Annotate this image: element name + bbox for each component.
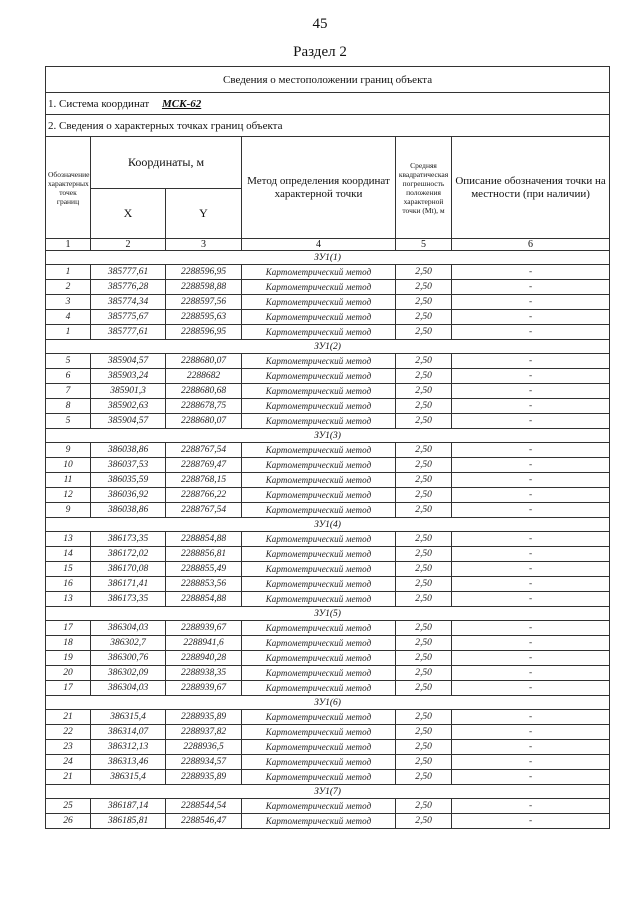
header-coordinates: Координаты, м [91,137,242,189]
description: - [452,740,610,755]
point-number: 6 [46,369,91,384]
accuracy: 2,50 [396,369,452,384]
section-name: ЗУ1(5) [46,607,610,621]
header-x: X [91,189,166,239]
method: Картометрический метод [242,577,396,592]
index-cell: 6 [452,239,610,251]
method: Картометрический метод [242,592,396,607]
coord-y: 2288678,75 [166,399,242,414]
description: - [452,443,610,458]
page-number: 45 [312,16,328,32]
coord-x: 386035,59 [91,473,166,488]
description: - [452,414,610,429]
point-number: 7 [46,384,91,399]
description: - [452,369,610,384]
method: Картометрический метод [242,740,396,755]
point-number: 15 [46,562,91,577]
coord-x: 386300,76 [91,651,166,666]
accuracy: 2,50 [396,399,452,414]
coord-x: 386038,86 [91,443,166,458]
coord-y: 2288595,63 [166,310,242,325]
accuracy: 2,50 [396,651,452,666]
coord-x: 385904,57 [91,414,166,429]
description: - [452,621,610,636]
accuracy: 2,50 [396,814,452,829]
description: - [452,681,610,696]
coordinate-system-value: МСК-62 [161,97,202,110]
description: - [452,384,610,399]
coord-y: 2288935,89 [166,710,242,725]
coord-y: 2288854,88 [166,592,242,607]
coord-y: 2288938,35 [166,666,242,681]
point-number: 21 [46,710,91,725]
coord-x: 385777,61 [91,325,166,340]
table-row [46,265,610,280]
description: - [452,710,610,725]
accuracy: 2,50 [396,503,452,518]
accuracy: 2,50 [396,799,452,814]
table-row [46,770,610,785]
point-number: 3 [46,295,91,310]
accuracy: 2,50 [396,621,452,636]
description: - [452,354,610,369]
section-name: ЗУ1(3) [46,429,610,443]
description: - [452,577,610,592]
description: - [452,651,610,666]
coord-x: 386037,53 [91,458,166,473]
method: Картометрический метод [242,384,396,399]
description: - [452,503,610,518]
accuracy: 2,50 [396,384,452,399]
coord-y: 2288934,57 [166,755,242,770]
index-cell: 4 [242,239,396,251]
method: Картометрический метод [242,443,396,458]
coord-x: 386172,02 [91,547,166,562]
accuracy: 2,50 [396,636,452,651]
table-row [46,592,610,607]
description: - [452,799,610,814]
method: Картометрический метод [242,710,396,725]
coord-x: 385904,57 [91,354,166,369]
table-row [46,399,610,414]
section-name: ЗУ1(4) [46,518,610,532]
table-row [46,740,610,755]
table-row [46,280,610,295]
coord-y: 2288856,81 [166,547,242,562]
table-row [46,503,610,518]
point-number: 18 [46,636,91,651]
accuracy: 2,50 [396,473,452,488]
coord-x: 385774,34 [91,295,166,310]
method: Картометрический метод [242,369,396,384]
method: Картометрический метод [242,488,396,503]
accuracy: 2,50 [396,354,452,369]
section-header-row [46,518,610,532]
method: Картометрический метод [242,458,396,473]
table-row [46,488,610,503]
method: Картометрический метод [242,814,396,829]
description: - [452,725,610,740]
coord-x: 385776,28 [91,280,166,295]
table-row [46,725,610,740]
coord-x: 386173,35 [91,532,166,547]
accuracy: 2,50 [396,443,452,458]
method: Картометрический метод [242,532,396,547]
coord-x: 385775,67 [91,310,166,325]
coord-y: 2288939,67 [166,681,242,696]
point-number: 1 [46,325,91,340]
description: - [452,666,610,681]
point-number: 21 [46,770,91,785]
section-header-row [46,251,610,265]
table-row [46,666,610,681]
accuracy: 2,50 [396,458,452,473]
table-row [46,636,610,651]
method: Картометрический метод [242,280,396,295]
accuracy: 2,50 [396,592,452,607]
coord-y: 2288596,95 [166,265,242,280]
method: Картометрический метод [242,547,396,562]
section-header-row [46,607,610,621]
accuracy: 2,50 [396,562,452,577]
table-row [46,443,610,458]
point-number: 2 [46,280,91,295]
coord-y: 2288680,07 [166,354,242,369]
point-number: 19 [46,651,91,666]
point-number: 16 [46,577,91,592]
index-cell: 1 [46,239,91,251]
section-name: ЗУ1(6) [46,696,610,710]
coord-y: 2288936,5 [166,740,242,755]
coord-x: 386036,92 [91,488,166,503]
accuracy: 2,50 [396,577,452,592]
description: - [452,280,610,295]
point-number: 20 [46,666,91,681]
coord-y: 2288935,89 [166,770,242,785]
method: Картометрический метод [242,621,396,636]
coord-x: 386315,4 [91,770,166,785]
table-row [46,710,610,725]
point-number: 13 [46,532,91,547]
coord-x: 385902,63 [91,399,166,414]
method: Картометрический метод [242,666,396,681]
coord-y: 2288767,54 [166,503,242,518]
point-number: 4 [46,310,91,325]
method: Картометрический метод [242,725,396,740]
section-header-row [46,340,610,354]
accuracy: 2,50 [396,725,452,740]
method: Картометрический метод [242,473,396,488]
description: - [452,458,610,473]
point-number: 5 [46,354,91,369]
boundaries-table [45,66,610,829]
accuracy: 2,50 [396,681,452,696]
coord-x: 386312,13 [91,740,166,755]
coord-x: 386302,7 [91,636,166,651]
method: Картометрический метод [242,325,396,340]
point-number: 12 [46,488,91,503]
accuracy: 2,50 [396,265,452,280]
table-row [46,354,610,369]
coord-y: 2288768,15 [166,473,242,488]
header-point-designation: Обозначение характерных точек границ [46,137,91,239]
point-number: 24 [46,755,91,770]
method: Картометрический метод [242,770,396,785]
method: Картометрический метод [242,310,396,325]
section-header-row [46,785,610,799]
accuracy: 2,50 [396,488,452,503]
description: - [452,473,610,488]
table-row [46,458,610,473]
description: - [452,636,610,651]
accuracy: 2,50 [396,295,452,310]
accuracy: 2,50 [396,325,452,340]
section-header-row [46,429,610,443]
coord-x: 385903,24 [91,369,166,384]
method: Картометрический метод [242,681,396,696]
header-accuracy: Средняя квадратическая погрешность положения характерной точки (Mt), м [396,137,452,239]
points-info-label: 2. Сведения о характерных точках границ объекта [46,115,610,137]
point-number: 5 [46,414,91,429]
method: Картометрический метод [242,265,396,280]
description: - [452,562,610,577]
table-row [46,621,610,636]
method: Картометрический метод [242,354,396,369]
point-number: 8 [46,399,91,414]
coord-y: 2288940,28 [166,651,242,666]
section-name: ЗУ1(2) [46,340,610,354]
table-row [46,532,610,547]
coord-y: 2288766,22 [166,488,242,503]
coord-x: 386302,09 [91,666,166,681]
coord-y: 2288680,68 [166,384,242,399]
accuracy: 2,50 [396,755,452,770]
coord-x: 386313,46 [91,755,166,770]
point-number: 10 [46,458,91,473]
coord-y: 2288680,07 [166,414,242,429]
table-row [46,577,610,592]
coord-x: 385777,61 [91,265,166,280]
index-cell: 2 [91,239,166,251]
coord-y: 2288941,6 [166,636,242,651]
table-row [46,369,610,384]
accuracy: 2,50 [396,666,452,681]
header-method: Метод определения координат характерной точки [242,137,396,239]
coordinate-system-label: 1. Система координат [48,97,150,110]
table-row [46,547,610,562]
index-cell: 3 [166,239,242,251]
coord-x: 386038,86 [91,503,166,518]
coord-y: 2288939,67 [166,621,242,636]
method: Картометрический метод [242,651,396,666]
point-number: 23 [46,740,91,755]
section-name: ЗУ1(7) [46,785,610,799]
point-number: 17 [46,681,91,696]
coord-x: 386304,03 [91,621,166,636]
table-row [46,473,610,488]
accuracy: 2,50 [396,280,452,295]
point-number: 26 [46,814,91,829]
coord-y: 2288596,95 [166,325,242,340]
point-number: 9 [46,443,91,458]
description: - [452,325,610,340]
description: - [452,295,610,310]
method: Картометрический метод [242,562,396,577]
coord-y: 2288544,54 [166,799,242,814]
point-number: 17 [46,621,91,636]
index-cell: 5 [396,239,452,251]
header-description: Описание обозначения точки на местности (при наличии) [452,137,610,239]
coordinate-system-row [46,93,610,115]
accuracy: 2,50 [396,310,452,325]
method: Картометрический метод [242,295,396,310]
coord-y: 2288937,82 [166,725,242,740]
coord-x: 386171,41 [91,577,166,592]
description: - [452,532,610,547]
description: - [452,399,610,414]
table-row [46,295,610,310]
coord-x: 386185,81 [91,814,166,829]
coord-y: 2288854,88 [166,532,242,547]
table-row [46,799,610,814]
accuracy: 2,50 [396,414,452,429]
section-header-row [46,696,610,710]
description: - [452,265,610,280]
description: - [452,814,610,829]
coord-y: 2288598,88 [166,280,242,295]
table-row [46,814,610,829]
coord-x: 386315,4 [91,710,166,725]
description: - [452,547,610,562]
accuracy: 2,50 [396,740,452,755]
accuracy: 2,50 [396,710,452,725]
table-row [46,755,610,770]
accuracy: 2,50 [396,770,452,785]
coord-x: 386304,03 [91,681,166,696]
point-number: 22 [46,725,91,740]
table-row [46,384,610,399]
header-y: Y [166,189,242,239]
method: Картометрический метод [242,414,396,429]
coord-y: 2288767,54 [166,443,242,458]
description: - [452,488,610,503]
point-number: 9 [46,503,91,518]
table-row [46,325,610,340]
coord-x: 386173,35 [91,592,166,607]
method: Картометрический метод [242,636,396,651]
table-row [46,310,610,325]
point-number: 13 [46,592,91,607]
description: - [452,310,610,325]
table-row [46,414,610,429]
section-title: Раздел 2 [293,44,347,60]
method: Картометрический метод [242,755,396,770]
coord-x: 385901,3 [91,384,166,399]
accuracy: 2,50 [396,532,452,547]
coord-y: 2288546,47 [166,814,242,829]
coord-y: 2288769,47 [166,458,242,473]
description: - [452,755,610,770]
description: - [452,770,610,785]
coord-y: 2288853,56 [166,577,242,592]
coord-y: 2288682 [166,369,242,384]
coord-y: 2288855,49 [166,562,242,577]
section-name: ЗУ1(1) [46,251,610,265]
accuracy: 2,50 [396,547,452,562]
table-row [46,562,610,577]
table-title: Сведения о местоположении границ объекта [46,67,610,93]
point-number: 11 [46,473,91,488]
point-number: 1 [46,265,91,280]
method: Картометрический метод [242,503,396,518]
method: Картометрический метод [242,399,396,414]
coord-y: 2288597,56 [166,295,242,310]
description: - [452,592,610,607]
point-number: 14 [46,547,91,562]
table-row [46,681,610,696]
coord-x: 386170,08 [91,562,166,577]
coord-x: 386314,07 [91,725,166,740]
point-number: 25 [46,799,91,814]
coord-x: 386187,14 [91,799,166,814]
table-row [46,651,610,666]
method: Картометрический метод [242,799,396,814]
